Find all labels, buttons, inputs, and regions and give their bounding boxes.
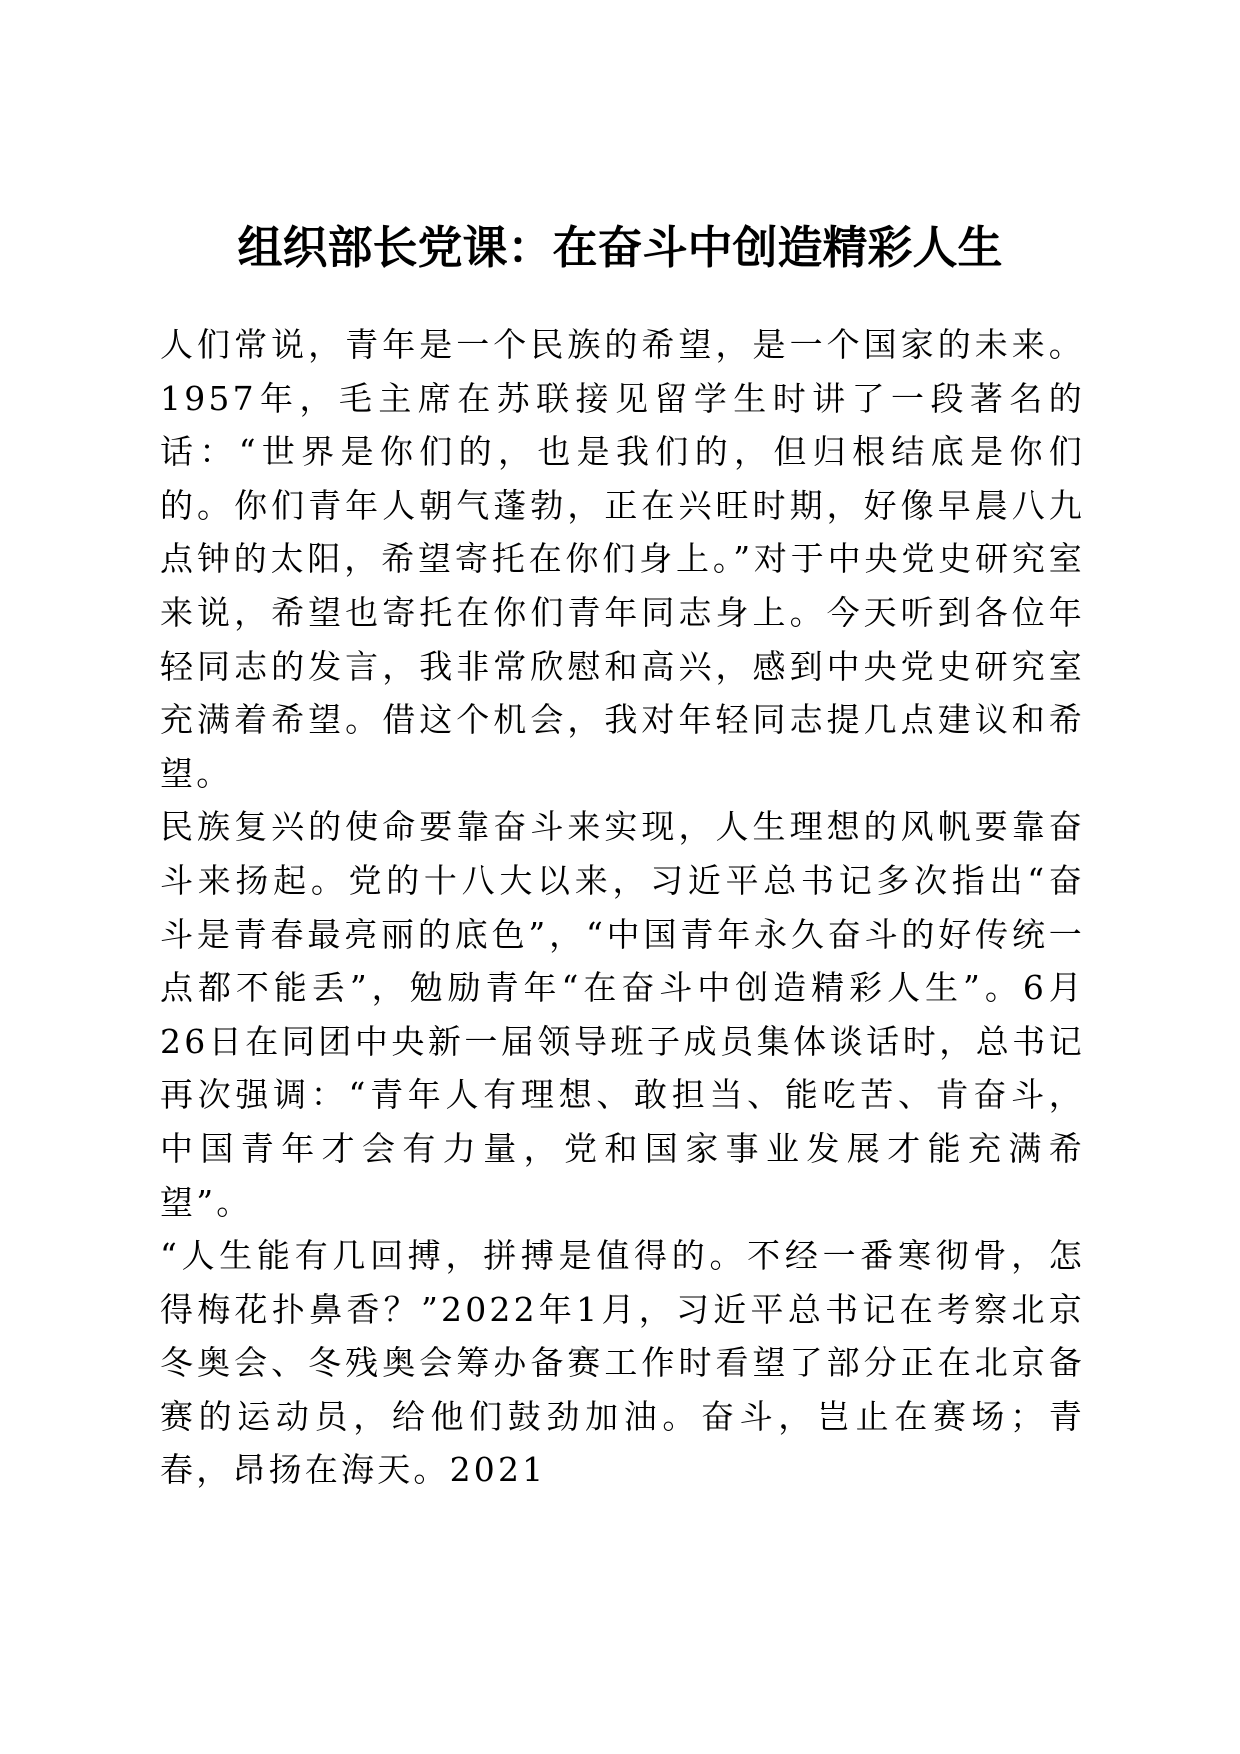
document-body — [160, 318, 1085, 1497]
paragraph-2: 民族复兴的使命要靠奋斗来实现，人生理想的风帆要靠奋斗来扬起。党的十八大以来，习近平总书记多次指出“奋斗是青春最亮丽的底色”，“中国青年永久奋斗的好传统一点都不能丢”，勉励青年“在奋斗中创造精彩人生”。6月26日在同团中央新一届领导班子成员集体谈话时，总书记再次强调：“青年人有理想、敢担当、能吃苦、肯奋斗，中国青年才会有力量，党和国家事业发展才能充满希望”。 — [160, 807, 1085, 1222]
paragraph-3: “人生能有几回搏，拼搏是值得的。不经一番寒彻骨，怎得梅花扑鼻香？”2022年1月，习近平总书记在考察北京冬奥会、冬残奥会筹办备赛工作时看望了部分正在北京备赛的运动员，给他们鼓劲加油。奋斗，岂止在赛场；青春，昂扬在海天。2021 — [160, 1236, 1085, 1490]
document-title: 组织部长党课：在奋斗中创造精彩人生 — [237, 221, 1003, 274]
paragraph-1: 人们常说，青年是一个民族的希望，是一个国家的未来。1957年，毛主席在苏联接见留学生时讲了一段著名的话：“世界是你们的，也是我们的，但归根结底是你们的。你们青年人朝气蓬勃，正在兴旺时期，好像早晨八九点钟的太阳，希望寄托在你们身上。”对于中央党史研究室来说，希望也寄托在你们青年同志身上。今天听到各位年轻同志的发言，我非常欣慰和高兴，感到中央党史研究室充满着希望。借这个机会，我对年轻同志提几点建议和希望。 — [160, 325, 1085, 793]
